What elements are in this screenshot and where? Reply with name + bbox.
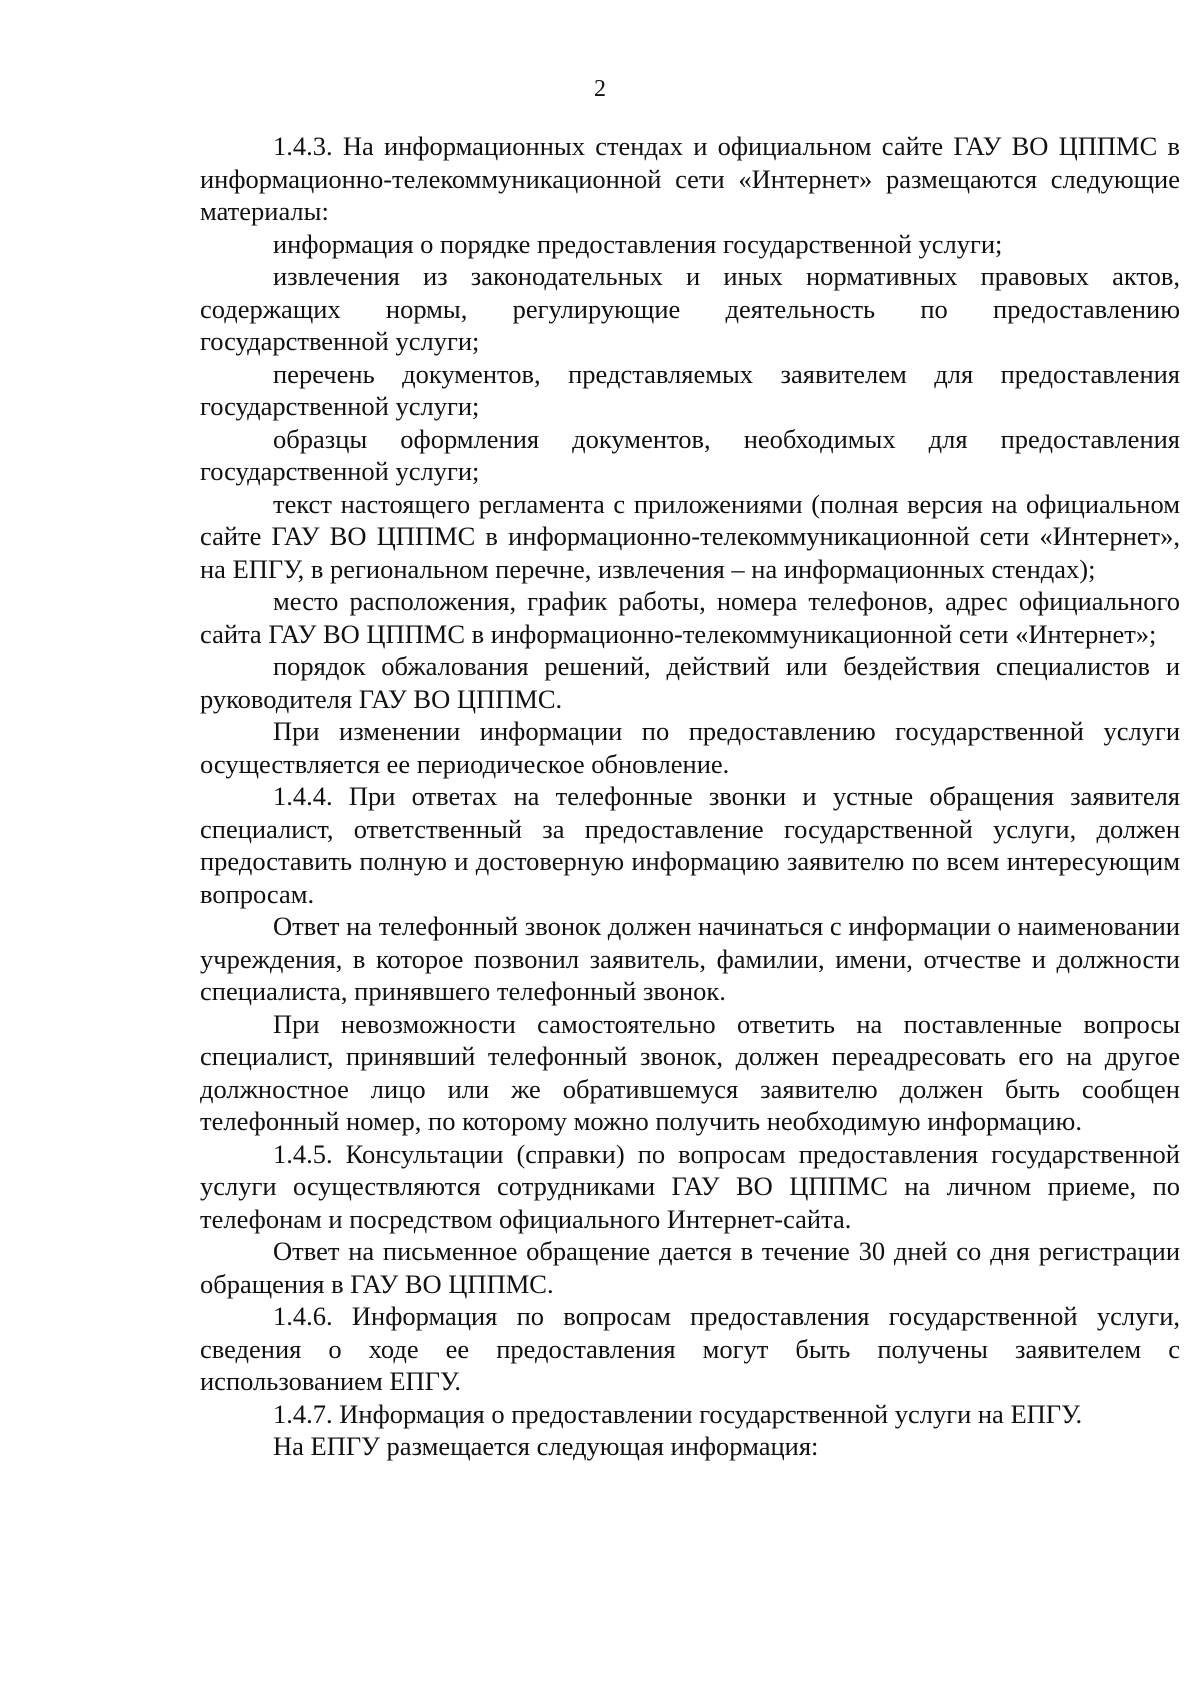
paragraph-1-4-7: 1.4.7. Информация о предоставлении государственной услуги на ЕПГУ. <box>273 1398 1083 1429</box>
document-body <box>200 130 1180 1463</box>
list-item-regulation-text: текст настоящего регламента с приложениями (полная версия на официальном сайте ГАУ ВО ЦППМС в информационно-телекоммуникационной сети «Интернет», на ЕПГУ, в региональном перечне, извлечения – на информационных стендах); <box>200 488 1180 584</box>
list-item-legal-extracts: извлечения из законодательных и иных нормативных правовых актов, содержащих нормы, регулирующие деятельность по предоставлению государственной услуги; <box>200 261 1180 356</box>
paragraph-1-4-6: 1.4.6. Информация по вопросам предоставления государственной услуги, сведения о ходе ее предоставления могут быть получены заявителем с использованием ЕПГУ. <box>200 1301 1180 1396</box>
list-item-appeal-procedure: порядок обжалования решений, действий или бездействия специалистов и руководителя ГАУ ВО ЦППМС. <box>200 651 1180 714</box>
list-item-location-schedule: место расположения, график работы, номера телефонов, адрес официального сайта ГАУ ВО ЦППМС в информационно-телекоммуникационной сети «Интернет»; <box>200 586 1180 649</box>
paragraph-1-4-4: 1.4.4. При ответах на телефонные звонки и устные обращения заявителя специалист, ответственный за предоставление государственной услуги, должен предоставить полную и достоверную информацию заявителю по всем интересующим вопросам. <box>200 781 1180 909</box>
list-item-procedure-info: информация о порядке предоставления государственной услуги; <box>273 228 1003 259</box>
page-number: 2 <box>594 76 606 102</box>
paragraph-redirect: При невозможности самостоятельно ответить на поставленные вопросы специалист, принявший телефонный звонок, должен переадресовать его на другое должностное лицо или же обратившемуся заявителю должен быть сообщен телефонный номер, по которому можно получить необходимую информацию. <box>200 1008 1180 1136</box>
paragraph-1-4-3: 1.4.3. На информационных стендах и официальном сайте ГАУ ВО ЦППМС в информационно-телекоммуникационной сети «Интернет» размещаются следующие материалы: <box>200 131 1180 226</box>
paragraph-1-4-5: 1.4.5. Консультации (справки) по вопросам предоставления государственной услуги осуществляются сотрудниками ГАУ ВО ЦППМС на личном приеме, по телефонам и посредством официального Интернет-сайта. <box>200 1138 1180 1234</box>
paragraph-written-response: Ответ на письменное обращение дается в течение 30 дней со дня регистрации обращения в ГАУ ВО ЦППМС. <box>200 1236 1180 1299</box>
list-item-documents-list: перечень документов, представляемых заявителем для предоставления государственной услуги; <box>200 358 1180 421</box>
paragraph-info-update: При изменении информации по предоставлению государственной услуги осуществляется ее периодическое обновление. <box>200 716 1180 779</box>
list-item-document-samples: образцы оформления документов, необходимых для предоставления государственной услуги; <box>200 423 1180 486</box>
paragraph-epgu-info: На ЕПГУ размещается следующая информация: <box>273 1431 819 1461</box>
paragraph-phone-answer: Ответ на телефонный звонок должен начинаться с информации о наименовании учреждения, в которое позвонил заявитель, фамилии, имени, отчестве и должности специалиста, принявшего телефонный звонок. <box>200 911 1180 1006</box>
